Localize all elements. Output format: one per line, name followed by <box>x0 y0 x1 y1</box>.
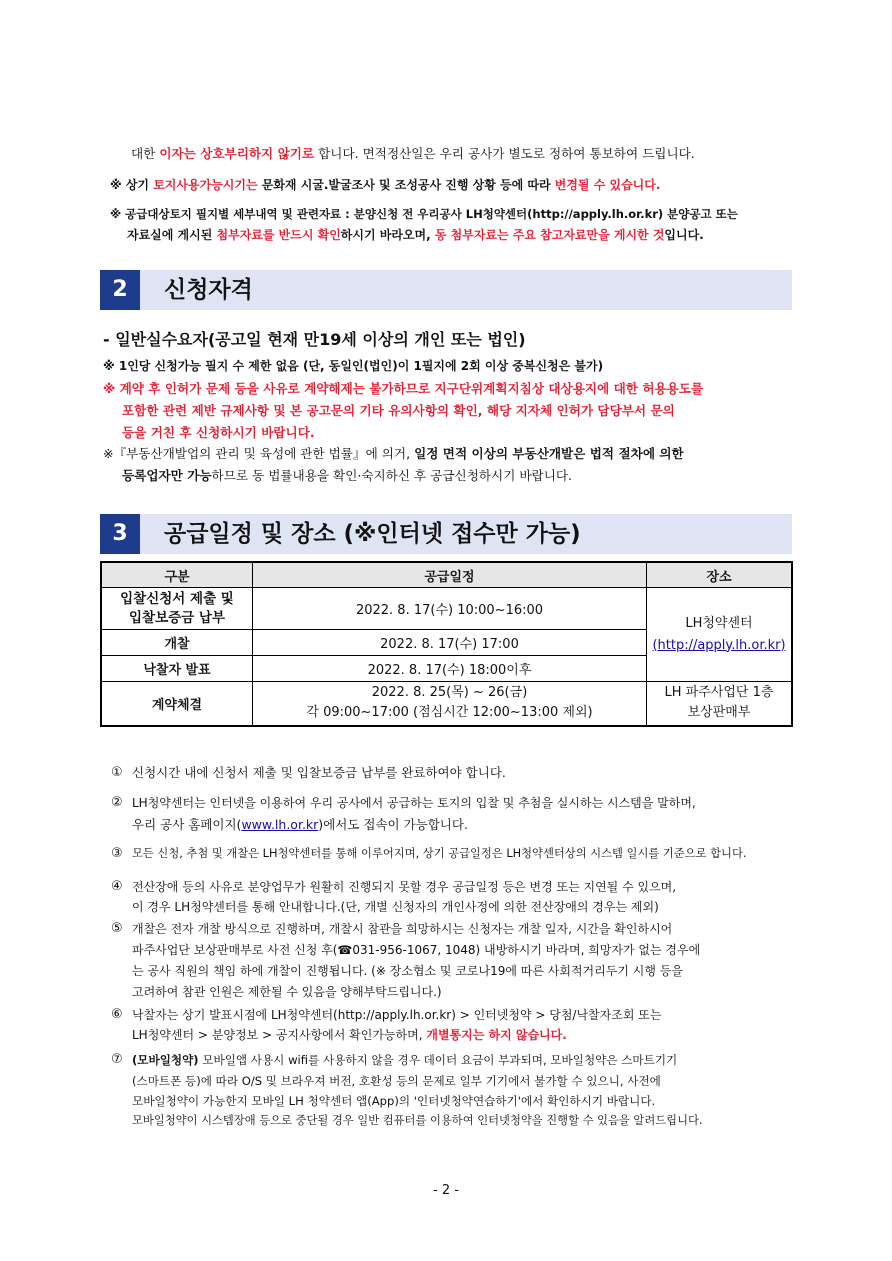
note-number: ④ <box>111 879 123 894</box>
note-5d: 고려하여 참관 인원은 제한될 수 있음을 양해부탁드립니다.) <box>132 985 442 999</box>
note-number: ① <box>111 765 123 780</box>
section-2-note-1: ※ 1인당 신청가능 필지 수 제한 없음 (단, 동일인(법인)이 1필지에 2회 이상 중복신청은 불가) <box>103 359 604 373</box>
schedule-table <box>100 561 793 727</box>
section-2-note-3a <box>103 445 684 463</box>
text: 모바일앱 사용시 wifi를 사용하지 않을 경우 데이터 요금이 부과되며, 모바일청약은 스마트기기 <box>198 1053 678 1067</box>
highlight-text: 토지사용가능시기는 <box>153 178 258 192</box>
lh-apply-link[interactable]: (http://apply.lh.or.kr) <box>652 637 786 653</box>
text: )에서도 접속이 가능합니다. <box>318 817 468 832</box>
note-4a: 전산장애 등의 사유로 분양업무가 원활히 진행되지 못할 경우 공급일정 등은 변경 또는 지연될 수 있으며, <box>132 880 677 894</box>
text: LH청약센터 > 분양정보 > 공지사항에서 확인가능하며, <box>132 1028 427 1042</box>
note-5a: 개찰은 전자 개찰 방식으로 진행하며, 개찰시 참관을 희망하시는 신청자는 개찰 일자, 시간을 확인하시어 <box>132 922 673 936</box>
bold-text: (모바일청약) <box>132 1053 199 1067</box>
bold-text: 등록업자만 가능 <box>122 468 212 483</box>
note-5b: 파주사업단 보상판매부로 사전 신청 후(☎031-956-1067, 1048) 내방하시기 바라며, 희망자가 없는 경우에 <box>132 943 701 957</box>
highlight-text: 동 첨부자료는 주요 참고자료만을 게시한 것 <box>434 228 665 242</box>
intro-line-3 <box>110 205 738 223</box>
row-label: 계약체결 <box>101 682 253 726</box>
column-header: 장소 <box>647 562 793 588</box>
text: 대한 <box>131 146 160 161</box>
text: 우리 공사 홈페이지( <box>132 817 242 832</box>
text: 하시기 바라오며, <box>340 228 435 242</box>
place-cell <box>647 588 793 682</box>
note-number: ⑤ <box>111 921 123 936</box>
note-number: ⑦ <box>111 1052 123 1067</box>
note-2a: LH청약센터는 인터넷을 이용하여 우리 공사에서 공급하는 토지의 입찰 및 추첨을 실시하는 시스템을 말하며, <box>132 796 696 810</box>
text: 문화재 시굴.발굴조사 및 조성공사 진행 상황 등에 따라 <box>257 178 555 192</box>
note-7d: 모바일청약이 시스템장애 등으로 중단될 경우 일반 컴퓨터를 이용하여 인터넷청약을 진행할 수 있음을 알려드립니다. <box>132 1114 703 1127</box>
intro-line-4 <box>127 226 704 244</box>
page-number: - 2 - <box>433 1183 459 1198</box>
row-label: 낙찰자 발표 <box>101 656 253 682</box>
table-row <box>101 588 792 630</box>
table-header-row <box>101 562 792 588</box>
section-2-title: 신청자격 <box>164 277 253 303</box>
section-2-note-3b <box>122 467 572 485</box>
highlight-text: 첨부자료를 반드시 확인 <box>216 228 341 242</box>
note-6a: 낙찰자는 상기 발표시점에 LH청약센터(http://apply.lh.or.kr) > 인터넷청약 > 당첨/낙찰자조회 또는 <box>132 1008 662 1022</box>
row-label <box>101 588 253 630</box>
bold-text: 일정 면적 이상의 부동산개발은 법적 절차에 의한 <box>414 446 684 461</box>
intro-line-2 <box>110 176 660 194</box>
note-3: 모든 신청, 추첨 및 개찰은 LH청약센터를 통해 이루어지며, 상기 공급일정은 LH청약센터상의 시스템 일시를 기준으로 합니다. <box>132 847 747 860</box>
note-number: ② <box>111 795 123 810</box>
schedule-cell: 2022. 8. 17(수) 18:00이후 <box>253 656 647 682</box>
lh-homepage-link[interactable]: www.lh.or.kr <box>241 817 319 832</box>
note-number: ⑥ <box>111 1007 123 1022</box>
intro-line-1 <box>131 145 695 163</box>
schedule-cell <box>253 682 647 726</box>
text: LH청약센터 <box>685 615 753 631</box>
text: ※ 공급대상토지 필지별 세부내역 및 관련자료 : 분양신청 전 우리공사 LH청약센터(http://apply.lh.or.kr) 분양공고 또는 <box>110 207 738 221</box>
note-7a <box>132 1051 677 1069</box>
section-2-note-2a: ※ 계약 후 인허가 문제 등을 사유로 계약해제는 불가하므로 지구단위계획지침상 대상용지에 대한 허용용도를 <box>103 381 704 396</box>
text: 입찰보증금 납부 <box>129 609 225 626</box>
highlight-text: 이자는 상호부리하지 않기로 <box>159 146 315 161</box>
section-3-number: 3 <box>100 514 140 554</box>
note-2b <box>132 816 468 834</box>
section-2-number: 2 <box>100 270 140 310</box>
section-2-note-2b: 포함한 관련 제반 규제사항 및 본 공고문의 기타 유의사항의 확인, 해당 지자체 인허가 담당부서 문의 <box>122 403 675 418</box>
text: 각 09:00~17:00 (점심시간 12:00~13:00 제외) <box>306 705 593 721</box>
note-7b: (스마트폰 등)에 따라 O/S 및 브라우져 버전, 호환성 등의 문제로 일부 기기에서 불가할 수 있으니, 사전에 <box>132 1074 661 1088</box>
text: ※ 상기 <box>110 178 154 192</box>
note-number: ③ <box>111 846 123 861</box>
text: 입찰신청서 제출 및 <box>120 590 234 607</box>
schedule-cell: 2022. 8. 17(수) 17:00 <box>253 630 647 656</box>
section-2-note-2c: 등을 거친 후 신청하시기 바랍니다. <box>122 425 315 440</box>
highlight-text: 개별통지는 하지 않습니다. <box>426 1028 567 1042</box>
text: 하므로 동 법률내용을 확인·숙지하신 후 공급신청하시기 바랍니다. <box>211 468 573 483</box>
text: LH 파주사업단 1층 <box>664 685 774 701</box>
note-4b: 이 경우 LH청약센터를 통해 안내합니다.(단, 개별 신청자의 개인사정에 의한 전산장애의 경우는 제외) <box>132 900 659 914</box>
text: 2022. 8. 25(목) ~ 26(금) <box>371 685 528 701</box>
text: ※『부동산개발업의 관리 및 육성에 관한 법률』에 의거, <box>103 446 415 461</box>
row-label: 개찰 <box>101 630 253 656</box>
table-row <box>101 682 792 726</box>
note-7c: 모바일청약이 가능한지 모바일 LH 청약센터 앱(App)의 '인터넷청약연습하기'에서 확인하시기 바랍니다. <box>132 1094 656 1108</box>
text: 자료실에 게시된 <box>127 228 217 242</box>
note-1: 신청시간 내에 신청서 제출 및 입찰보증금 납부를 완료하여야 합니다. <box>132 765 506 780</box>
schedule-cell: 2022. 8. 17(수) 10:00~16:00 <box>253 588 647 630</box>
highlight-text: 변경될 수 있습니다. <box>554 178 661 192</box>
column-header: 공급일정 <box>253 562 647 588</box>
section-2-heading: - 일반실수요자(공고일 현재 만19세 이상의 개인 또는 법인) <box>103 330 526 349</box>
section-3-title: 공급일정 및 장소 (※인터넷 접수만 가능) <box>164 521 581 547</box>
column-header: 구분 <box>101 562 253 588</box>
text: 보상판매부 <box>687 705 751 721</box>
place-cell <box>647 682 793 726</box>
note-6b <box>132 1026 567 1044</box>
text: 합니다. 면적정산일은 우리 공사가 별도로 정하여 통보하여 드립니다. <box>314 146 695 161</box>
text: 입니다. <box>664 228 704 242</box>
note-5c: 는 공사 직원의 책임 하에 개찰이 진행됩니다. (※ 장소협소 및 코로나19에 따른 사회적거리두기 시행 등을 <box>132 964 683 978</box>
